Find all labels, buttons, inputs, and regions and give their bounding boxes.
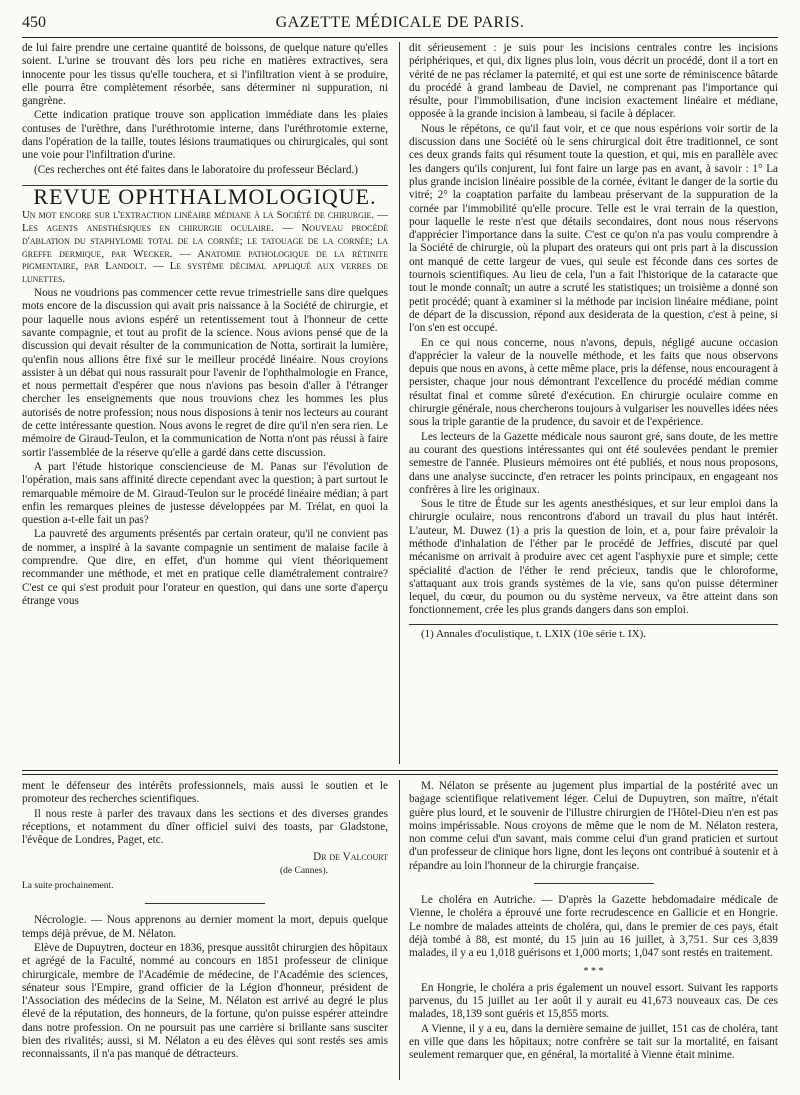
journal-title: GAZETTE MÉDICALE DE PARIS.	[275, 14, 525, 31]
paragraph: Il nous reste à parler des travaux dans les sections et des diverses grandes réceptions, et notamment du dîner officiel suivi des toasts, par Gladstone, l'évêque de Londres, Paget, etc.	[22, 807, 388, 847]
column-divider	[399, 780, 400, 1080]
paragraph: Les lecteurs de la Gazette médicale nous sauront gré, sans doute, de les mettre au courant des questions intéressantes qui ont été soulevées pendant le premier semestre de l'année. Plusieurs mémoires ont été publiés, et nous nous proposons, dans une analyse succincte, d'en retracer les points principaux, en engageant nos confrères à lire les originaux.	[409, 430, 778, 496]
paragraph: A Vienne, il y a eu, dans la dernière semaine de juillet, 151 cas de choléra, tant en ville que dans les hôpitaux; notre confrère se tait sur la mortalité, en faisant seulement remarquer que, en général, la mortalité à Vienne était minime.	[409, 1022, 778, 1062]
footnote: (1) Annales d'oculistique, t. LXIX (10e série t. IX).	[421, 627, 646, 640]
paragraph: Sous le titre de Étude sur les agents anesthésiques, et sur leur emploi dans la chirurgie oculaire, nous rencontrons d'abord un travail du plus haut intérêt. L'auteur, M. Duwez (1) a pris la question de loin, et a, pour faire prévaloir la méthode d'inhalation de l'éther par le procédé de Jeffries, discuté par quel mécanisme on arrivait à produire avec cet agent l'asphyxie pure et simple; cette spécialité d'action de l'éther le rend précieux, tandis que le chloroforme, s'attaquant aux trois grands systèmes de la vie, sans qu'on puisse déterminer lequel, du cœur, du poumon ou du système nerveux, va être atteint dans son fonctionnement, crée les plus grands dangers dans son emploi.	[409, 498, 778, 617]
section-title: REVUE OPHTHALMOLOGIQUE.	[33, 183, 377, 209]
asterism: * * *	[583, 965, 604, 977]
paragraph: dit sérieusement : je suis pour les incisions centrales contre les incisions périphériques, et qui, dix lignes plus loin, vous décrit un procédé, dont il a tort en vérité de ne pas réclamer la paternité, et qui est une sorte de réminiscence bâtarde du procédé à grand lambeau de Daviel, ne comprenant pas l'importance qui résulte, pour l'immobilisation, d'une incision exactement linéaire et médiane, opposée à la grande incision à lambeau, si facile à déplacer.	[409, 42, 778, 121]
mid-rule-1	[22, 770, 778, 771]
mid-rule-2	[22, 774, 778, 775]
page-header	[22, 14, 778, 36]
paragraph: M. Nélaton se présente au jugement plus impartial de la postérité avec un bagage scientifique relativement léger. Celui de Dupuytren, son maître, n'était guère plus lourd, et le souvenir de l'illustre chirurgien de l'Hôtel-Dieu n'en est pas moins impérissable. Nous croyons de même que le nom de M. Nélaton restera, non comme celui d'un savant, mais comme celui d'un grand praticien et surtout d'un professeur de clinique hors ligne, dont les leçons ont contribué à soutenir et à répandre au loin l'honneur de la chirurgie française.	[409, 780, 778, 872]
upper-right-column	[409, 42, 778, 642]
paragraph: de lui faire prendre une certaine quantité de boissons, de quelque nature qu'elles soient. L'urine se trouvant dès lors peu riche en matières extractives, sera innocente pour les tissus qu'elle touchera, et si l'infiltration vient à se produire, elle pourra être complètement résorbée, sans déterminer ni suppuration, ni gangrène.	[22, 42, 388, 108]
paragraph: Le choléra en Autriche. — D'après la Gazette hebdomadaire médicale de Vienne, le choléra a éprouvé une forte recrudescence en Gallicie et en Hongrie. Le nombre de malades atteints de choléra, qui, dans le premier de ces pays, était déjà tombé à 88, est monté, du 15 juin au 16 juillet, à 3,751. Sur ces 3,839 malades, il y a eu 1,018 guérisons et 1,000 morts; 1,047 sont restés en traitement.	[409, 894, 778, 960]
column-divider	[399, 42, 400, 764]
signature: Dr de Valcourt	[313, 851, 388, 864]
paragraph: Nécrologie. — Nous apprenons au dernier moment la mort, depuis quelque temps déjà prévue, de M. Nélaton.	[22, 914, 388, 940]
paragraph: Nous le répétons, ce qu'il faut voir, et ce que nous espérions voir sortir de la discussion dans une Société où le sens chirurgical doit être traditionnel, ce sont ces deux grands faits qui résument toute la question, et qui, mis en parallèle avec les dangers qu'ils conjurent, lui font faire un large pas en avant, à savoir : 1° La plus grande incision linéaire possible de la cornée, évitant le danger de la sortie du vitré; 2° la coaptation parfaite du lambeau préservant de la suppuration de la cornée par l'immobilité qu'elle procure. Telle est le vrai terrain de la question, pour laquelle le reste n'est que détails secondaires, dont nous nous réservons d'apprécier l'importance dans la suite. C'est ce qu'on n'a pas voulu comprendre à la Société de chirurgie, où la plupart des orateurs qui ont pris part à la discussion ont manqué de cette largeur de vues, qui seule est féconde dans ces sortes de tournois scientifiques. Au lieu de cela, l'un a fait l'historique de la cataracte que tout le monde connaît; un autre a scruté les statistiques; un troisième a donné son petit procédé; quant à examiner si la méthode par incision linéaire médiane, point de départ de la discussion, répond aux desiderata de la question, c'est à peine, si l'on s'en est occupé.	[409, 122, 778, 335]
paragraph: ment le défenseur des intérêts professionnels, mais aussi le soutien et le promoteur des recherches scientifiques.	[22, 780, 388, 806]
paragraph: En Hongrie, le choléra a pris également un nouvel essort. Suivant les rapports parvenus, du 15 juillet au 1er août il y aurait eu 41,673 nouveaux cas. De ces malades, 18,139 sont guéris et 15,855 morts.	[409, 981, 778, 1021]
continued-note: La suite prochainement.	[22, 881, 114, 892]
paragraph: A part l'étude historique consciencieuse de M. Panas sur l'évolution de l'opération, mais sans affinité directe cependant avec la question; à part surtout le remarquable mémoire de M. Giraud-Teulon sur le procédé linéaire médian; à part enfin les remarques pleines de justesse développées par M. Trélat, en quoi la question a-t-elle fait un pas?	[22, 460, 388, 527]
lower-right-column	[409, 780, 778, 1064]
paragraph: La pauvreté des arguments présentés par certain orateur, qu'il ne convient pas de nommer, a inspiré à la savante compagnie un sentiment de malaise facile à comprendre. Que dire, en effet, d'un homme qui vient théoriquement recommander une méthode, et met en pratique celle diamétralement contraire? C'est ce qui s'est produit pour l'orateur en question, qui dans une sorte d'aperçu étrange vous	[22, 528, 388, 607]
section-summary: Un mot encore sur l'extraction linéaire médiane à la Société de chirurgie. — Les agents anesthésiques en chirurgie oculaire. — Nouveau procédé d'ablation du staphylome total de la cornée; le tatouage de la cornée; la greffe dermique, par Wecker. — Anatomie pathologique de la rétinite pigmentaire, par Landolt. — Le système décimal appliqué aux verres de lunettes.	[22, 209, 388, 286]
upper-left-column	[22, 42, 388, 609]
lower-left-column	[22, 780, 388, 1063]
paragraph: Cette indication pratique trouve son application immédiate dans les plaies contuses de l'urèthre, dans l'uréthrotomie interne, dans l'uréthrotomie externe, dans l'opération de la taille, toutes lésions traumatiques ou chirurgicales, qui sont une voie pour l'infiltration d'urine.	[22, 109, 388, 162]
short-rule	[534, 883, 654, 884]
paragraph: (Ces recherches ont été faites dans le laboratoire du professeur Béclard.)	[34, 163, 358, 176]
header-rule	[22, 37, 778, 38]
footnote-rule	[409, 624, 778, 625]
short-rule	[145, 903, 265, 904]
paragraph: Elève de Dupuytren, docteur en 1836, presque aussitôt chirurgien des hôpitaux et agrégé de la Faculté, nommé au concours en 1851 professeur de clinique chirurgicale, membre de l'Académie de médecine, de l'Académie des sciences, sénateur sous l'Empire, grand officier de la Légion d'honneur, président de l'Association des médecins de la Seine, M. Nélaton est arrivé au degré le plus élevé de la réputation, des honneurs, de la fortune, qu'on puisse espérer atteindre dans notre profession. On ne poursuit pas une carrière si brillante sans susciter bien des rivalités; aussi, si M. Nélaton a eu des élèves qui sont restés ses amis reconnaissants, il n'a pas manqué de détracteurs.	[22, 941, 388, 1061]
paragraph: Nous ne voudrions pas commencer cette revue trimestrielle sans dire quelques mots encore de la discussion qui avait pris naissance à la Société de chirurgie, et pour laquelle nous avions espéré un retentissement tout à l'honneur de cette savante compagnie, et tout au profit de la science. Nous avions pensé que de la discussion qui devait résulter de la communication de Notta, sortirait la lumière, qu'enfin nous allions être fixé sur le meilleur procédé linéaire. Nous croyions assister à un débat qui nous rassurait pour l'avenir de l'ophthalmologie en France, et nous permettait d'espérer que nous n'avions pas besoin d'aller à l'étranger chercher les enseignements que nous trouvions chez les hommes les plus autorisés de notre profession; nous nous disposions à tenir nos lecteurs au courant de cette intéressante question. Nous avons le regret de dire qu'il n'en sera rien. Le mémoire de Giraud-Teulon, et la communication de Notta n'ont pas réussi à faire sortir l'assemblée de la réserve qu'elle a gardé dans cette discussion.	[22, 287, 389, 459]
paragraph: En ce qui nous concerne, nous n'avons, depuis, négligé aucune occasion d'apprécier la valeur de la nouvelle méthode, et les faits que nous observons depuis que nous en avons, à cette même place, pris la défense, nous encouragent à persister, chaque jour nous démontrant l'excellence du procédé médian comme résultat final et comme sûreté d'exécution. En chirurgie oculaire comme en chirurgie générale, nous chercherons toujours à vulgariser les nouvelles idées nées sous la triple garantie de la prudence, du savoir et de l'expérience.	[409, 336, 778, 429]
page-number: 450	[22, 14, 46, 31]
signature-place: (de Cannes).	[279, 865, 328, 876]
